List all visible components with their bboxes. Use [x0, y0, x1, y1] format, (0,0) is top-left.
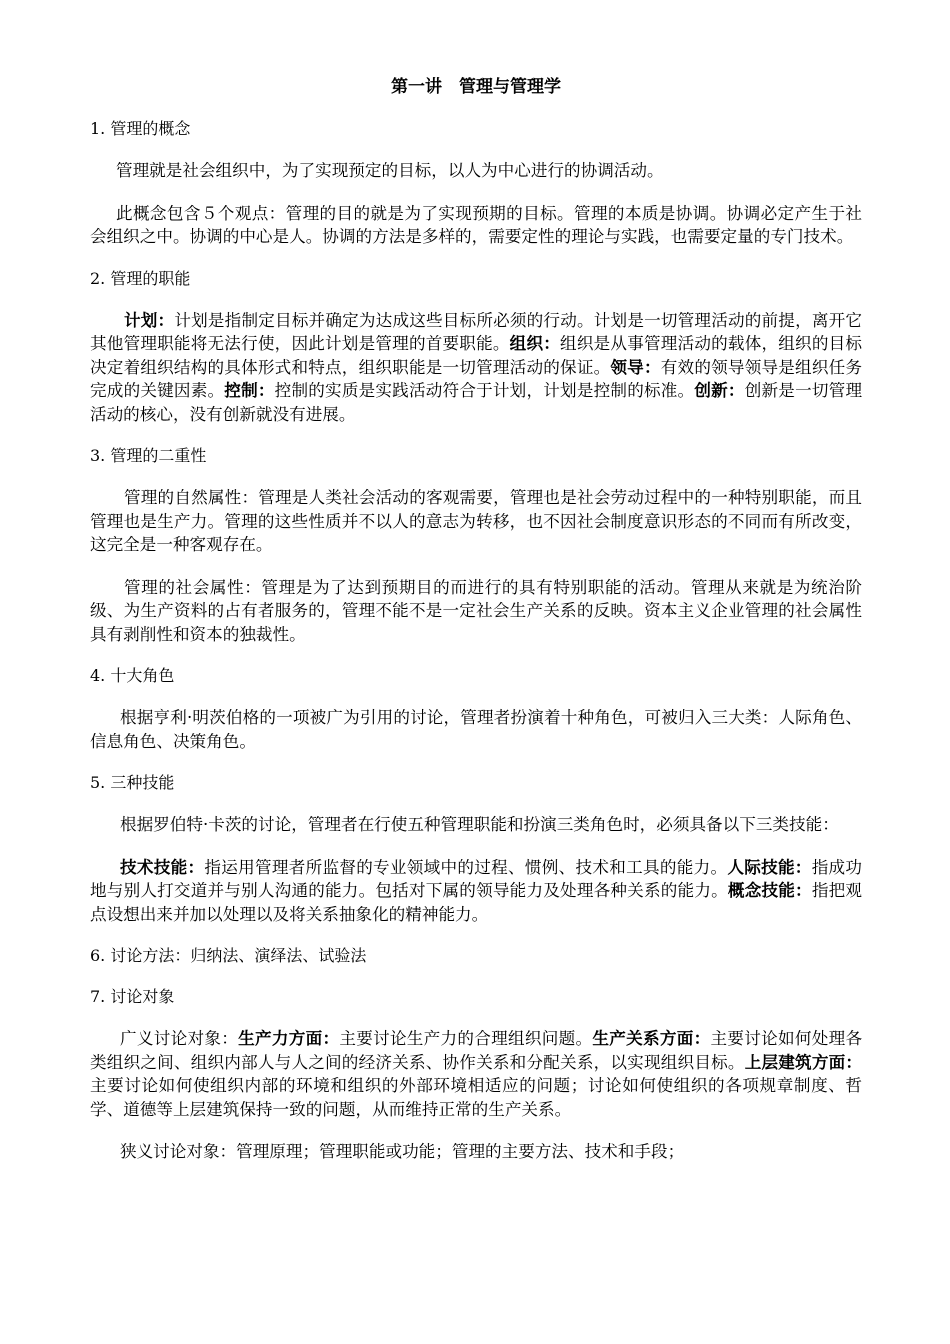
term-production-relations: 生产关系方面： — [592, 1028, 711, 1048]
section-7-broad-objects — [90, 1027, 862, 1121]
term-controlling: 控制： — [224, 380, 275, 400]
section-2-heading: 2. 管理的职能 — [90, 268, 191, 288]
section-5-intro: 根据罗伯特·卡茨的讨论，管理者在行使五种管理职能和扮演三类角色时，必须具备以下三类技能： — [120, 815, 839, 834]
term-technical-skill: 技术技能： — [120, 856, 205, 877]
section-7-heading: 7. 讨论对象 — [90, 987, 175, 1006]
term-human-skill: 人际技能： — [727, 856, 812, 877]
section-4-heading: 4. 十大角色 — [90, 666, 175, 685]
term-superstructure: 上层建筑方面： — [744, 1051, 863, 1072]
broad-lead: 广义讨论对象： — [120, 1029, 239, 1048]
section-6-heading: 6. 讨论方法：归纳法、演绎法、试验法 — [90, 946, 367, 965]
section-7-narrow-objects: 狭义讨论对象：管理原理；管理职能或功能；管理的主要方法、技术和手段； — [120, 1142, 685, 1161]
term-conceptual-skill: 概念技能： — [727, 880, 812, 900]
page-title: 第一讲 管理与管理学 — [391, 77, 561, 97]
term-leading: 领导： — [610, 356, 661, 377]
superstructure-text: 主要讨论如何使组织内部的环境和组织的外部环境相适应的问题；讨论如何使组织的各项规章制度、哲学、道德等上层建筑保持一致的问题，从而维持正常的生产关系。 — [90, 1076, 862, 1119]
conceptual-skill-text: 指把观点设想出来并加以处理以及将关系抽象化的精神能力。 — [90, 881, 863, 924]
term-productivity: 生产力方面： — [238, 1028, 340, 1048]
section-3-heading: 3. 管理的二重性 — [90, 446, 207, 465]
leading-text: 有效的领导领导是组织任务完成的关键因素。 — [90, 357, 863, 400]
technical-skill-text: 指运用管理者所监督的专业领域中的过程、惯例、技术和工具的能力。 — [204, 857, 728, 877]
section-2-functions — [90, 309, 862, 427]
section-5-skills — [90, 856, 862, 927]
term-innovating: 创新： — [694, 380, 745, 400]
section-1-viewpoints: 此概念包含５个观点：管理的目的就是为了实现预期的目标。管理的本质是协调。协调必定产生于社会组织之中。协调的中心是人。协调的方法是多样的，需要定性的理论与实践，也需要定量的专门技术。 — [90, 203, 862, 246]
section-4-roles: 根据亨利·明茨伯格的一项被广为引用的讨论，管理者扮演着十种角色，可被归入三大类：人际角色、信息角色、决策角色。 — [90, 708, 862, 751]
term-planning: 计划： — [124, 309, 175, 330]
section-3-natural-attribute: 管理的自然属性：管理是人类社会活动的客观需要，管理也是社会劳动过程中的一种特别职能，而且管理也是生产力。管理的这些性质并不以人的意志为转移，也不因社会制度意识形态的不同而有所改变，这完全是一种客观存在。 — [90, 488, 862, 554]
productivity-text: 主要讨论生产力的合理组织问题。 — [339, 1029, 593, 1048]
production-relations-text: 主要讨论如何处理各类组织之间、组织内部人与人之间的经济关系、协作关系和分配关系，以实现组织目标。 — [90, 1029, 863, 1072]
innovating-text: 创新是一切管理活动的核心，没有创新就没有进展。 — [90, 381, 863, 424]
section-3-social-attribute: 管理的社会属性：管理是为了达到预期目的而进行的具有特别职能的活动。管理从来就是为统治阶级、为生产资料的占有者服务的，管理不能不是一定社会生产关系的反映。资本主义企业管理的社会属性具有剥削性和资本的独裁性。 — [90, 577, 862, 644]
section-5-heading: 5. 三种技能 — [90, 773, 175, 792]
document-page — [90, 76, 862, 1183]
organizing-text: 组织是从事管理活动的载体，组织的目标决定着组织结构的具体形式和特点，组织职能是一切管理活动的保证。 — [90, 334, 863, 377]
human-skill-text: 指成功地与别人打交道并与别人沟通的能力。包括对下属的领导能力及处理各种关系的能力。 — [90, 857, 863, 900]
section-1-heading: 1. 管理的概念 — [90, 119, 191, 138]
section-1-definition: 管理就是社会组织中，为了实现预定的目标，以人为中心进行的协调活动。 — [116, 161, 664, 180]
term-organizing: 组织： — [509, 333, 561, 353]
planning-text: 计划是指制定目标并确定为达成这些目标所必须的行动。计划是一切管理活动的前提，离开它其他管理职能将无法行使，因此计划是管理的首要职能。 — [90, 310, 863, 353]
controlling-text: 控制的实质是实践活动符合于计划，计划是控制的标准。 — [274, 381, 695, 400]
